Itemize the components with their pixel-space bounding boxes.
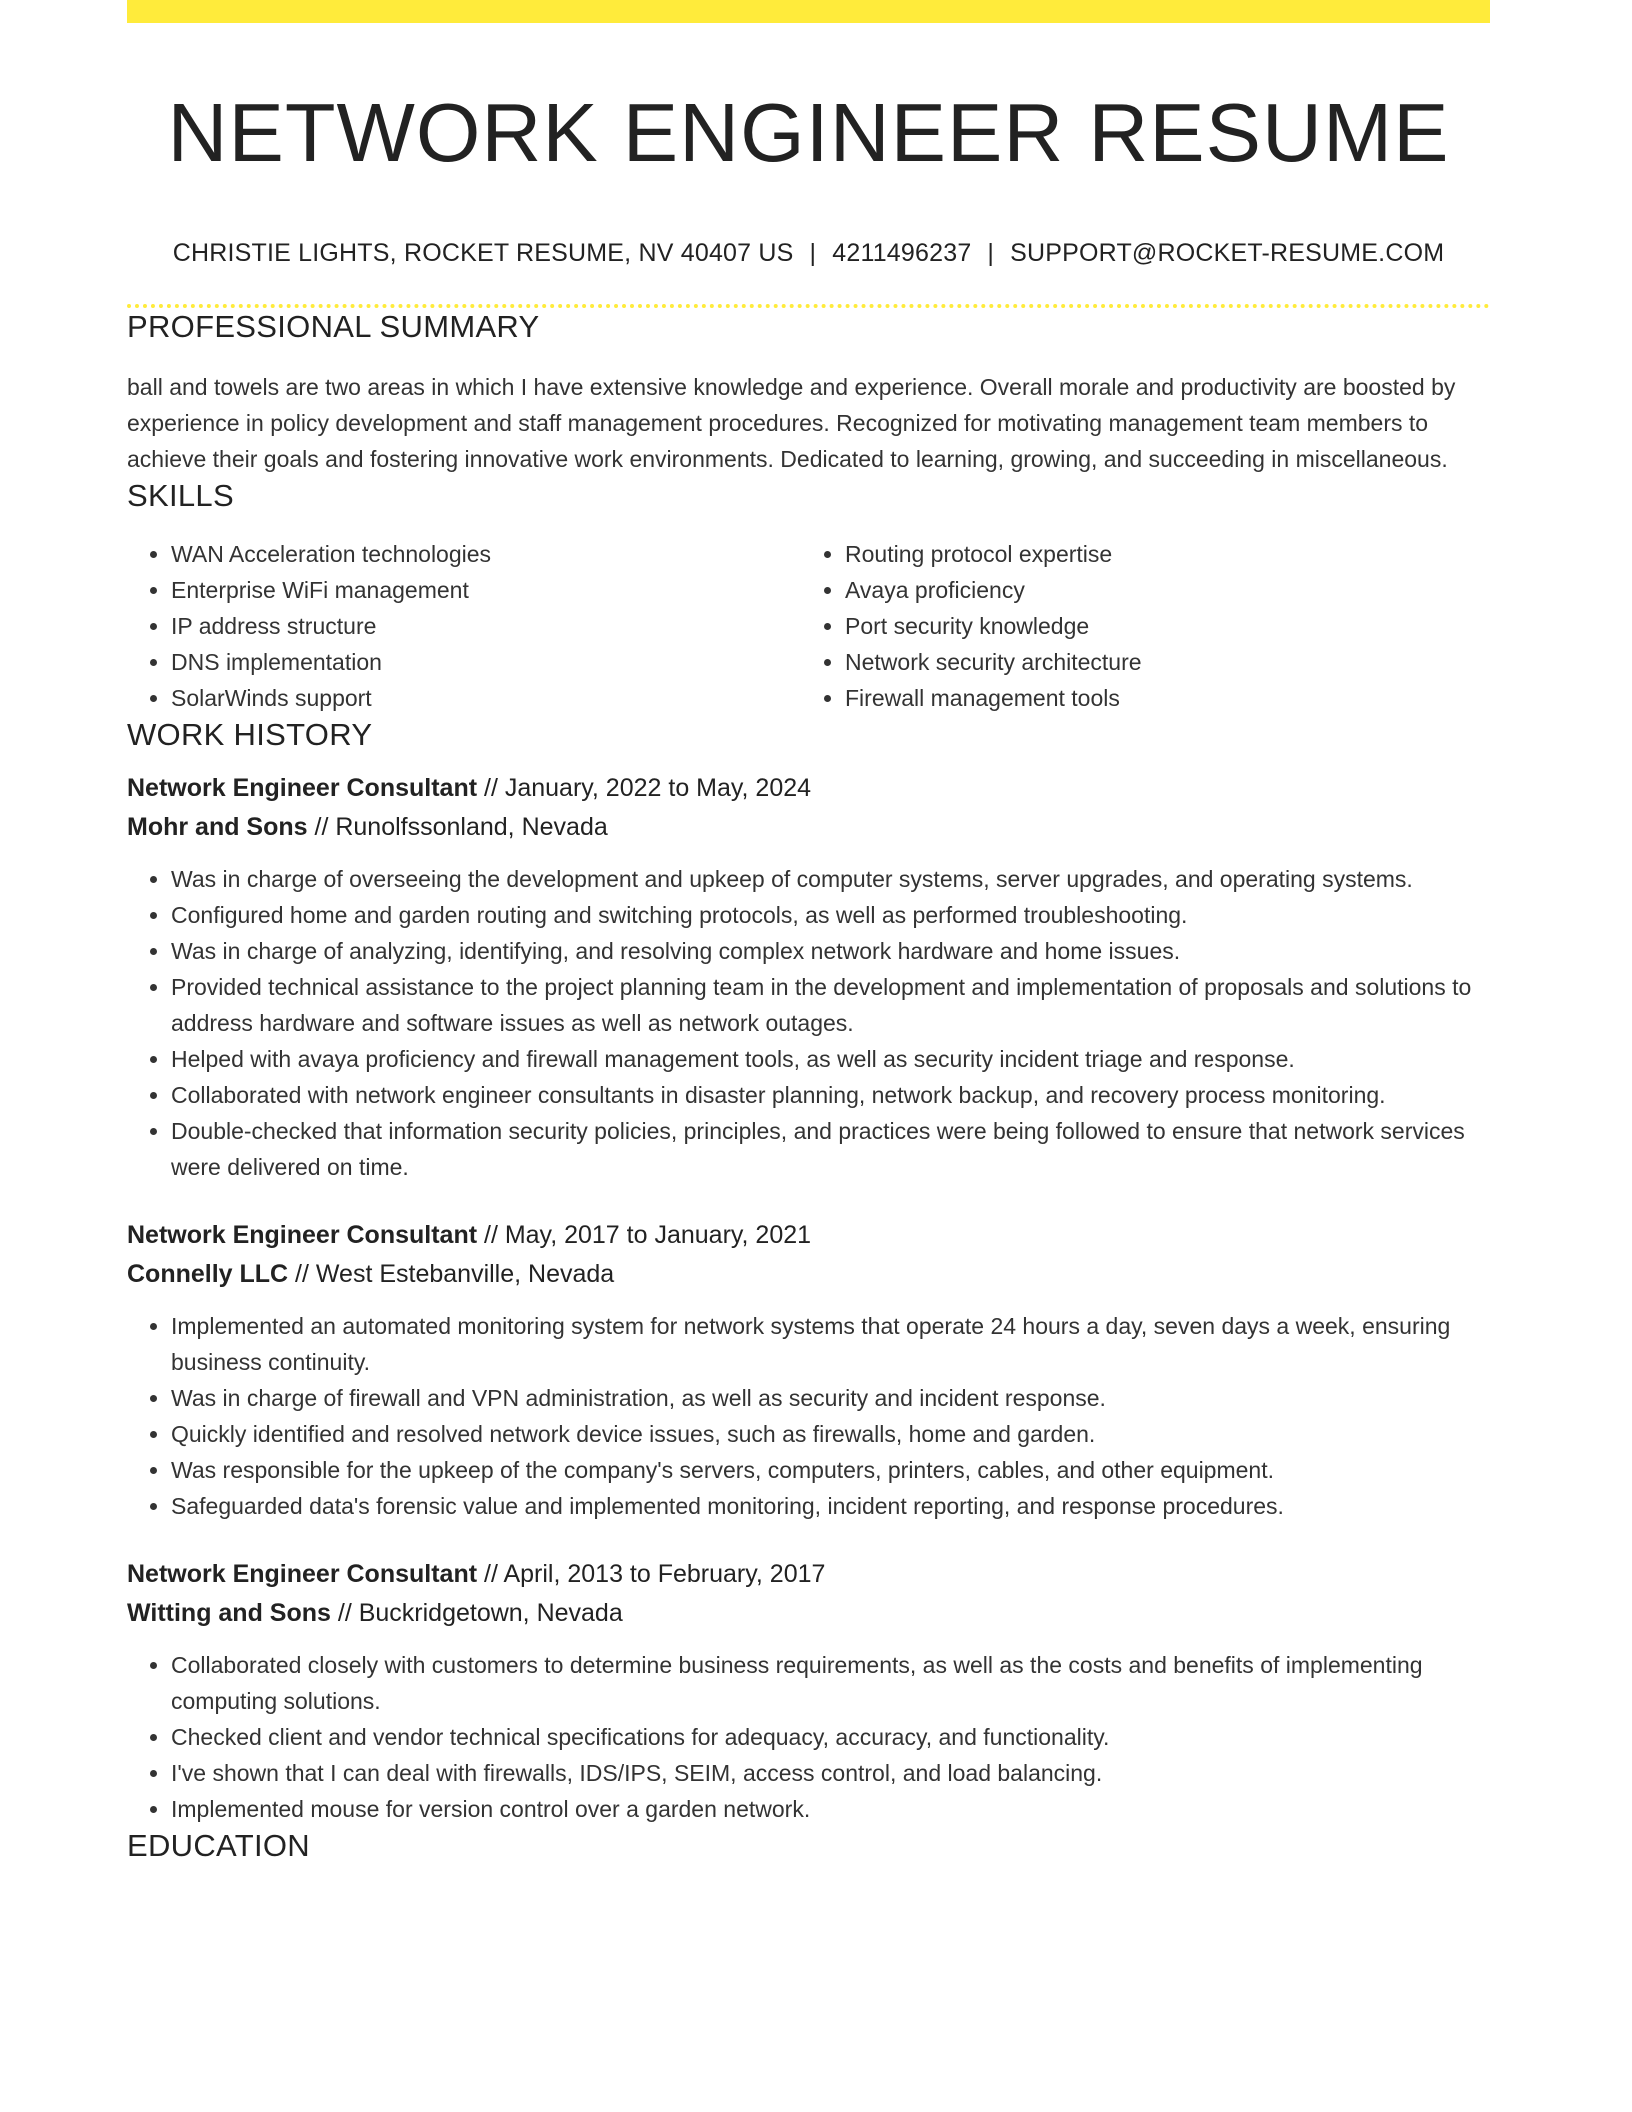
job-bullet: • Implemented mouse for version control over a garden network. (171, 1791, 1490, 1827)
job-company: Mohr and Sons (127, 813, 308, 842)
skill-item: • Port security knowledge (845, 608, 1475, 644)
job-bullet: • Was in charge of analyzing, identifying, and resolving complex network hardware and home issues. (171, 933, 1490, 969)
job-title-line (127, 769, 1490, 808)
work-history-heading: WORK HISTORY (127, 716, 373, 752)
job-bullet: • Double-checked that information security policies, principles, and practices were being followed to ensure that network services were delivered on time. (171, 1113, 1490, 1185)
skill-item: • Enterprise WiFi management (171, 572, 801, 608)
job-company-line (127, 1594, 1490, 1633)
job-bullet: • Safeguarded data's forensic value and implemented monitoring, incident reporting, and response procedures. (171, 1488, 1490, 1524)
job-title: Network Engineer Consultant (127, 1221, 478, 1250)
contact-separator: | (987, 238, 995, 267)
skill-item: • Firewall management tools (845, 680, 1475, 716)
job-bullets (127, 1647, 1490, 1827)
job-entry (127, 1216, 1490, 1524)
job-dates: // April, 2013 to February, 2017 (477, 1560, 826, 1589)
job-bullet: • Checked client and vendor technical specifications for adequacy, accuracy, and functionality. (171, 1719, 1490, 1755)
job-bullet: • Was in charge of overseeing the development and upkeep of computer systems, server upgrades, and operating systems. (171, 861, 1490, 897)
job-bullet: • I've shown that I can deal with firewalls, IDS/IPS, SEIM, access control, and load balancing. (171, 1755, 1490, 1791)
job-bullet: • Provided technical assistance to the project planning team in the development and implementation of proposals and solutions to address hardware and software issues as well as network outages. (171, 969, 1490, 1041)
education-heading: EDUCATION (127, 1828, 310, 1864)
resume-title: NETWORK ENGINEER RESUME (167, 86, 1450, 179)
skill-item: • Network security architecture (845, 644, 1475, 680)
job-entry (127, 1555, 1490, 1827)
job-location: // Buckridgetown, Nevada (330, 1599, 623, 1628)
skill-item: • Routing protocol expertise (845, 536, 1475, 572)
skill-item: • SolarWinds support (171, 680, 801, 716)
summary-text: ball and towels are two areas in which I have extensive knowledge and experience. Overall morale and productivity are boosted by experience in policy development and staff management procedures. Recognized for motivating management team members to achieve their goals and fostering innovative work environments. Dedicated to learning, growing, and succeeding in miscellaneous. (127, 373, 1456, 472)
contact-phone: 4211496237 (832, 238, 972, 267)
job-entry (127, 769, 1490, 1185)
job-bullet: • Was in charge of firewall and VPN administration, as well as security and incident response. (171, 1380, 1490, 1416)
job-title-line (127, 1555, 1490, 1594)
job-location: // West Estebanville, Nevada (288, 1260, 615, 1289)
job-bullet: • Configured home and garden routing and switching protocols, as well as performed troubleshooting. (171, 897, 1490, 933)
skill-item: • IP address structure (171, 608, 801, 644)
resume-page (127, 0, 1490, 1864)
skill-item: • Avaya proficiency (845, 572, 1475, 608)
job-title: Network Engineer Consultant (127, 774, 478, 803)
job-bullet: • Collaborated closely with customers to determine business requirements, as well as the costs and benefits of implementing computing solutions. (171, 1647, 1490, 1719)
skills-column-right (801, 536, 1475, 716)
contact-email: SUPPORT@ROCKET-RESUME.COM (1010, 238, 1445, 267)
job-bullet: • Was responsible for the upkeep of the company's servers, computers, printers, cables, and other equipment. (171, 1452, 1490, 1488)
job-bullet: • Helped with avaya proficiency and firewall management tools, as well as security incident triage and response. (171, 1041, 1490, 1077)
job-dates: // May, 2017 to January, 2021 (477, 1221, 812, 1250)
contact-address: CHRISTIE LIGHTS, ROCKET RESUME, NV 40407 US (172, 238, 794, 267)
contact-line (127, 238, 1490, 268)
job-dates: // January, 2022 to May, 2024 (477, 774, 812, 803)
skill-item: • DNS implementation (171, 644, 801, 680)
job-title: Network Engineer Consultant (127, 1560, 478, 1589)
job-bullets (127, 861, 1490, 1185)
accent-bar (127, 0, 1490, 23)
contact-separator: | (809, 238, 817, 267)
skills-heading: SKILLS (127, 477, 234, 513)
job-bullet: • Quickly identified and resolved network device issues, such as firewalls, home and garden. (171, 1416, 1490, 1452)
job-company: Witting and Sons (127, 1599, 331, 1628)
job-bullet: • Collaborated with network engineer consultants in disaster planning, network backup, and recovery process monitoring. (171, 1077, 1490, 1113)
skill-item: • WAN Acceleration technologies (171, 536, 801, 572)
skills-list (127, 536, 1490, 716)
job-bullet: • Implemented an automated monitoring system for network systems that operate 24 hours a day, seven days a week, ensuring business continuity. (171, 1308, 1490, 1380)
summary-heading: PROFESSIONAL SUMMARY (127, 308, 540, 344)
job-company: Connelly LLC (127, 1260, 289, 1289)
job-title-line (127, 1216, 1490, 1255)
skills-column-left (127, 536, 801, 716)
job-company-line (127, 1255, 1490, 1294)
job-location: // Runolfssonland, Nevada (307, 813, 608, 842)
job-bullets (127, 1308, 1490, 1524)
job-company-line (127, 808, 1490, 847)
